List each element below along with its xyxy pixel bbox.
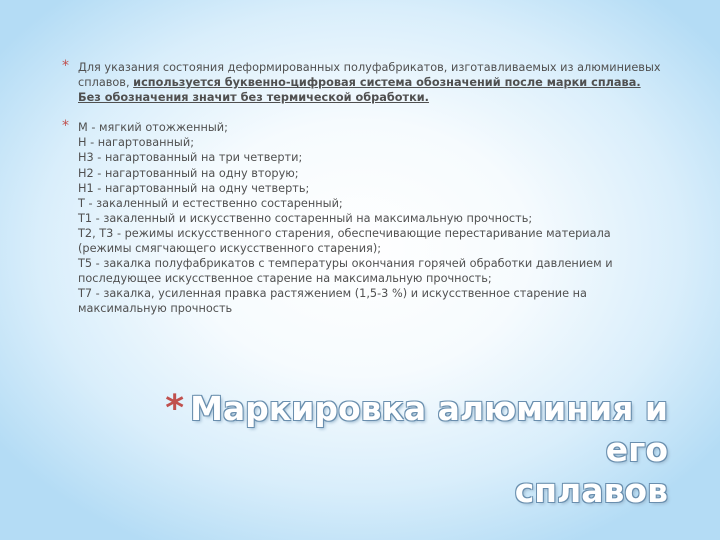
intro-emphasis-text: используется буквенно-цифровая система обозначений после марки сплава. Без обозначения значит без термической обработки. (78, 76, 641, 105)
state-item-n3: Н3 - нагартованный на три четверти; (78, 151, 303, 165)
state-item-t7: Т7 - закалка, усиленная правка растяжением (1,5-3 %) и искусственное старение на максимальную прочность (78, 287, 587, 316)
title-line-2: сплавов (514, 471, 668, 510)
slide-body (62, 60, 662, 317)
state-item-m: М - мягкий отожженный; (78, 121, 228, 135)
states-list-block (62, 120, 662, 316)
state-item-t2-t3: Т2, Т3 - режимы искусственного старения, обеспечивающие перестаривание материала (режимы смягчающего искусственного старения); (78, 226, 611, 256)
bullet-star-icon: * (62, 118, 69, 135)
slide-title (148, 388, 668, 511)
state-item-t1: Т1 - закаленный и искусственно состаренный на максимальную прочность; (78, 211, 533, 225)
intro-text: Для указания состояния деформированных полуфабрикатов, изготавливаемых из алюминиевых сплавов, (78, 61, 661, 90)
intro-paragraph (62, 60, 662, 105)
state-item-t5: Т5 - закалка полуфабрикатов с температуры окончания горячей обработки давлением и последующее искусственное старение на максимальную прочность; (78, 257, 613, 286)
title-star-icon: * (165, 388, 185, 429)
state-item-n2: Н2 - нагартованный на одну вторую; (78, 166, 299, 180)
state-item-n: Н - нагартованный; (78, 136, 195, 150)
state-item-t: Т - закаленный и естественно состаренный; (78, 196, 343, 210)
state-item-n1: Н1 - нагартованный на одну четверть; (78, 181, 310, 195)
title-line-1: Маркировка алюминия и его (190, 389, 668, 469)
bullet-star-icon: * (62, 58, 69, 74)
states-list (78, 120, 662, 316)
